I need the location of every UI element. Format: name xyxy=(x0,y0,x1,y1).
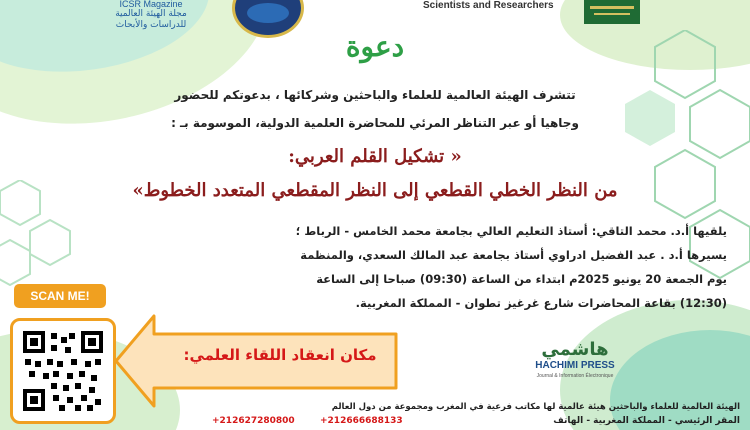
magazine-subtitle-2: للدراسات والأبحاث xyxy=(115,20,187,30)
magazine-subtitle-1: مجلة الهيئة العالمية xyxy=(115,9,187,19)
intro-line-2: وجاهيا أو عبر التناظر المرئي للمحاضرة العلمية الدولية، الموسومة بـ : xyxy=(171,116,579,130)
scan-me-badge xyxy=(14,284,106,308)
hachimi-logo-latin: HACHIMI PRESS xyxy=(535,360,615,371)
magazine-logo xyxy=(96,0,206,32)
footer-contact-row xyxy=(200,416,740,430)
lecture-title-line-2: من النظر الخطي القطعي إلى النظر المقطعي المتعدد الخطوط» xyxy=(132,180,618,201)
footer-description: الهيئة العالمية للعلماء والباحثين هيئة عالمية لها مكاتب فرعية في المغرب ومجموعة من دول العالم xyxy=(331,402,740,412)
venue-label: مكان انعقاد اللقاء العلمي: xyxy=(183,346,377,364)
hachimi-logo-tagline: Journal & Information Électronique xyxy=(536,373,614,379)
lecturer-line: يلقيها أ.د. محمد التاقي: أستاذ التعليم العالي بجامعة محمد الخامس - الرباط ؛ xyxy=(295,224,727,238)
phone-number-2[interactable]: +212627280800 xyxy=(212,416,295,426)
hachimi-logo-arabic: هاشمي xyxy=(541,339,609,360)
intro-line-1: تتشرف الهيئة العالمية للعلماء والباحثين وشركائها ، بدعوتكم للحضور xyxy=(174,88,576,102)
organization-name-en: Scientists and Researchers xyxy=(423,0,554,11)
hachimi-press-logo xyxy=(520,340,630,390)
scan-me-label: SCAN ME! xyxy=(30,289,90,303)
partner-logo xyxy=(584,0,640,24)
date-time-line: يوم الجمعة 20 يونيو 2025م ابتداء من الساعة (09:30) صباحا إلى الساعة xyxy=(316,272,727,286)
venue-line: (12:30) بقاعة المحاضرات شارع غرغيز تطوان - المملكة المغربية. xyxy=(355,296,727,310)
phone-number-1[interactable]: +212666688133 xyxy=(320,416,403,426)
lecture-title-line-1: « تشكيل القلم العربي: xyxy=(288,146,462,167)
qr-code-icon[interactable] xyxy=(23,331,103,411)
moderator-line: يسيرها أ.د . عبد الفضيل ادراوي أستاذ بجامعة عبد المالك السعدي، والمنظمة xyxy=(300,248,727,262)
magazine-title: ICSR Magazine xyxy=(119,0,183,9)
invitation-title: دعوة xyxy=(345,30,405,63)
qr-frame xyxy=(10,318,116,424)
footer-headquarters: المقر الرئيسي - المملكة المغربية - الهاتف xyxy=(553,416,740,426)
